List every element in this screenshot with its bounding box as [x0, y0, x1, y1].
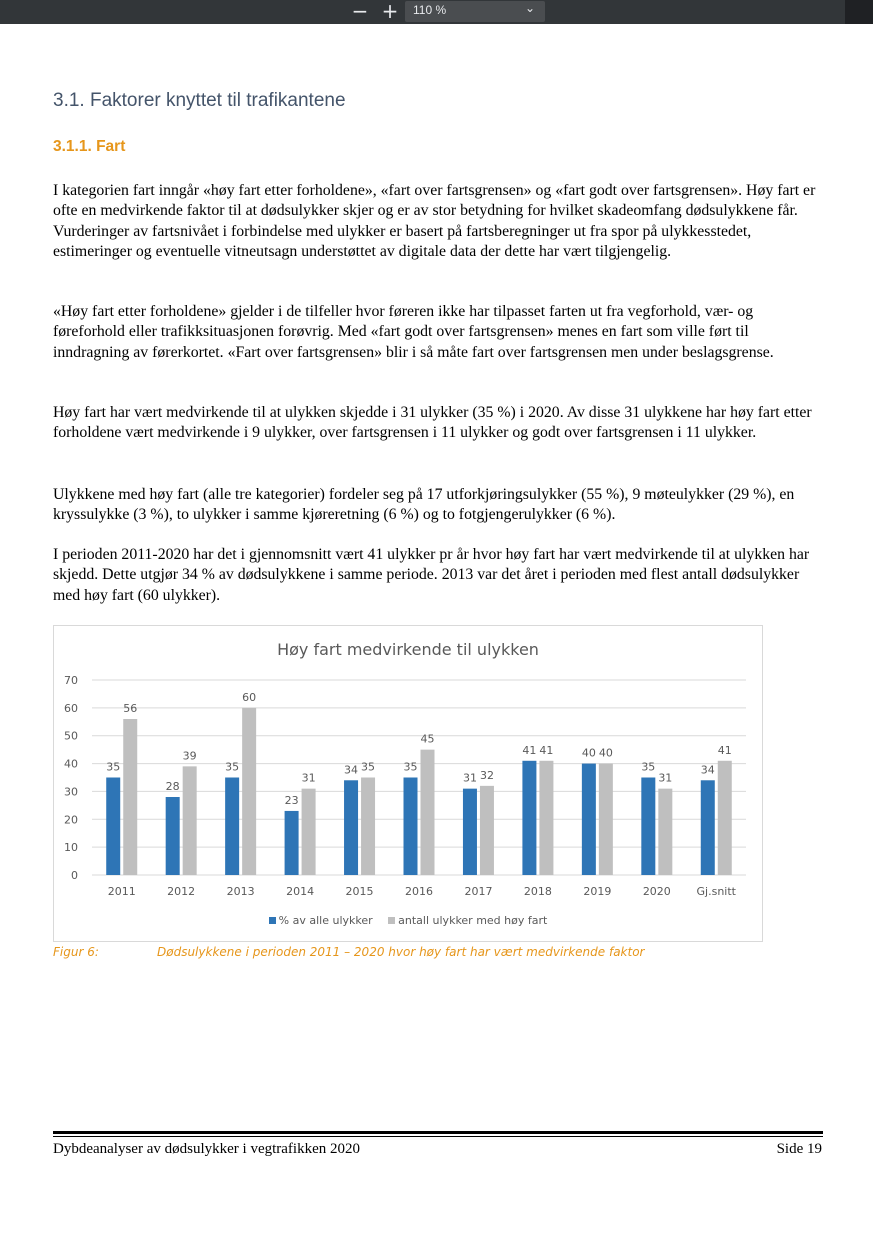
- x-tick-label: 2018: [523, 885, 552, 898]
- section-heading: 3.1. Faktorer knyttet til trafikantene: [53, 90, 346, 111]
- legend-item-count: [388, 914, 547, 927]
- y-tick-label: 10: [64, 841, 78, 855]
- x-tick-label: 2013: [226, 885, 255, 898]
- legend-swatch-gray: [388, 917, 395, 924]
- legend-item-percent: [269, 914, 373, 927]
- data-label: 34: [344, 763, 359, 777]
- footer-rule-thin: [53, 1136, 823, 1137]
- data-label: 31: [301, 771, 316, 785]
- page-number: Side 19: [776, 1141, 822, 1157]
- data-label: 35: [106, 760, 121, 774]
- bar-percent: [106, 778, 120, 876]
- bar-percent: [166, 797, 180, 875]
- bar-percent: [582, 764, 596, 875]
- chart-title: Høy fart medvirkende til ulykken: [277, 640, 539, 659]
- paragraph-4: Ulykkene med høy fart (alle tre kategorier) fordeler seg på 17 utforkjøringsulykker (55 %), 9 møteulykker (29 %), en kryssulykke (3 %), to ulykker i samme kjøreretning (6 %) og to fotgjengerulykker (6 %).: [53, 486, 795, 524]
- y-tick-label: 60: [64, 701, 78, 715]
- chevron-down-icon: ⌄: [524, 1, 535, 15]
- data-label: 41: [539, 743, 554, 757]
- y-tick-label: 40: [64, 757, 78, 771]
- data-label: 40: [598, 746, 613, 760]
- x-tick-label: 2020: [642, 885, 671, 898]
- bar-percent: [404, 778, 418, 876]
- zoom-select[interactable]: [405, 1, 545, 22]
- paragraph-1: I kategorien fart inngår «høy fart etter forholdene», «fart over fartsgrensen» og «fart godt over fartsgrensen». Høy fart er ofte en medvirkende faktor til at dødsulykker skjer og er av stor betydning for hvilket skadeomfang dødsulykkene får. Vurderinger av fartsnivået i forbindelse med ulykker er basert på fartsberegninger ut fra spor på ulykkesstedet, estimeringer og eventuelle vitneutsagn understøttet av digitale data der dette har vært tilgjengelig.: [53, 182, 816, 261]
- y-tick-label: 70: [64, 674, 78, 687]
- data-label: 45: [420, 732, 435, 746]
- data-label: 31: [658, 771, 673, 785]
- bar-count: [123, 719, 137, 875]
- zoom-out-button[interactable]: −: [351, 0, 369, 23]
- data-label: 35: [403, 760, 418, 774]
- data-label: 32: [479, 768, 494, 782]
- bar-percent: [522, 761, 536, 875]
- y-tick-label: 50: [64, 729, 78, 743]
- bar-count: [421, 750, 435, 875]
- x-tick-label: 2019: [583, 885, 612, 898]
- chart-legend: [54, 914, 762, 927]
- y-tick-label: 20: [64, 813, 78, 827]
- caption-text: Dødsulykkene i perioden 2011 – 2020 hvor høy fart har vært medvirkende faktor: [157, 945, 645, 959]
- bar-percent: [701, 780, 715, 875]
- bar-percent: [463, 789, 477, 875]
- data-label: 34: [700, 763, 715, 777]
- toolbar-edge: [845, 0, 873, 24]
- y-tick-label: 30: [64, 785, 78, 799]
- data-label: 35: [361, 760, 376, 774]
- paragraph-3: Høy fart har vært medvirkende til at ulykken skjedde i 31 ulykker (35 %) i 2020. Av disse 31 ulykkene har høy fart etter forholdene vært medvirkende i 9 ulykker, over fartsgrensen i 11 ulykker og godt over fartsgrensen i 11 ulykker.: [53, 404, 812, 442]
- bar-count: [599, 764, 613, 875]
- pdf-toolbar: [0, 0, 873, 24]
- bar-count: [183, 766, 197, 875]
- bar-count: [242, 708, 256, 875]
- bar-count: [718, 761, 732, 875]
- legend-label: antall ulykker med høy fart: [398, 914, 548, 927]
- caption-label: Figur 6:: [53, 945, 99, 959]
- legend-swatch-blue: [269, 917, 276, 924]
- bar-chart: [53, 625, 763, 942]
- x-tick-label: 2016: [405, 885, 433, 898]
- bar-percent: [344, 780, 358, 875]
- paragraph-2: «Høy fart etter forholdene» gjelder i de tilfeller hvor føreren ikke har tilpasset farten ut fra vegforhold, vær- og føreforhold eller trafikksituasjonen forøvrig. Med «fart godt over fartsgrensen» menes en fart som ville ført til inndragning av førerkortet. «Fart over fartsgrensen» blir i så måte fart over fartsgrensen men under beslagsgrense.: [53, 303, 774, 361]
- zoom-in-button[interactable]: +: [381, 0, 399, 23]
- data-label: 28: [165, 780, 180, 793]
- data-label: 60: [242, 690, 257, 704]
- x-tick-label: 2014: [286, 885, 315, 898]
- bar-count: [361, 778, 375, 876]
- paragraph-5: I perioden 2011-2020 har det i gjennomsnitt vært 41 ulykker pr år hvor høy fart har vært medvirkende til at ulykken har skjedd. Dette utgjør 34 % av dødsulykkene i samme periode. 2013 var det året i perioden med flest antall dødsulykker med høy fart (60 ulykker).: [53, 546, 810, 604]
- bar-count: [658, 789, 672, 875]
- footer-rule: [53, 1131, 823, 1134]
- data-label: 39: [182, 749, 197, 763]
- x-tick-label: 2015: [345, 885, 374, 898]
- data-label: 41: [522, 743, 537, 757]
- data-label: 31: [462, 771, 477, 785]
- bar-count: [302, 789, 316, 875]
- figure-caption: [53, 945, 813, 959]
- legend-label: % av alle ulykker: [278, 914, 373, 927]
- x-tick-label: 2011: [107, 885, 136, 898]
- bar-count: [539, 761, 553, 875]
- data-label: 35: [641, 760, 656, 774]
- bar-percent: [225, 778, 239, 876]
- data-label: 35: [225, 760, 240, 774]
- x-tick-label: 2012: [167, 885, 196, 898]
- zoom-level: 110 %: [413, 3, 447, 17]
- footer-title: Dybdeanalyser av dødsulykker i vegtrafikken 2020: [53, 1141, 360, 1157]
- bar-percent: [641, 778, 655, 876]
- bar-count: [480, 786, 494, 875]
- data-label: 23: [284, 793, 299, 807]
- data-label: 41: [717, 743, 732, 757]
- data-label: 40: [581, 746, 596, 760]
- x-tick-label: 2017: [464, 885, 493, 898]
- x-tick-label: Gj.snitt: [696, 885, 737, 898]
- subsection-heading: 3.1.1. Fart: [53, 138, 126, 155]
- bar-percent: [285, 811, 299, 875]
- data-label: 56: [123, 702, 138, 715]
- y-tick-label: 0: [71, 869, 78, 882]
- chart-plot: [54, 626, 762, 941]
